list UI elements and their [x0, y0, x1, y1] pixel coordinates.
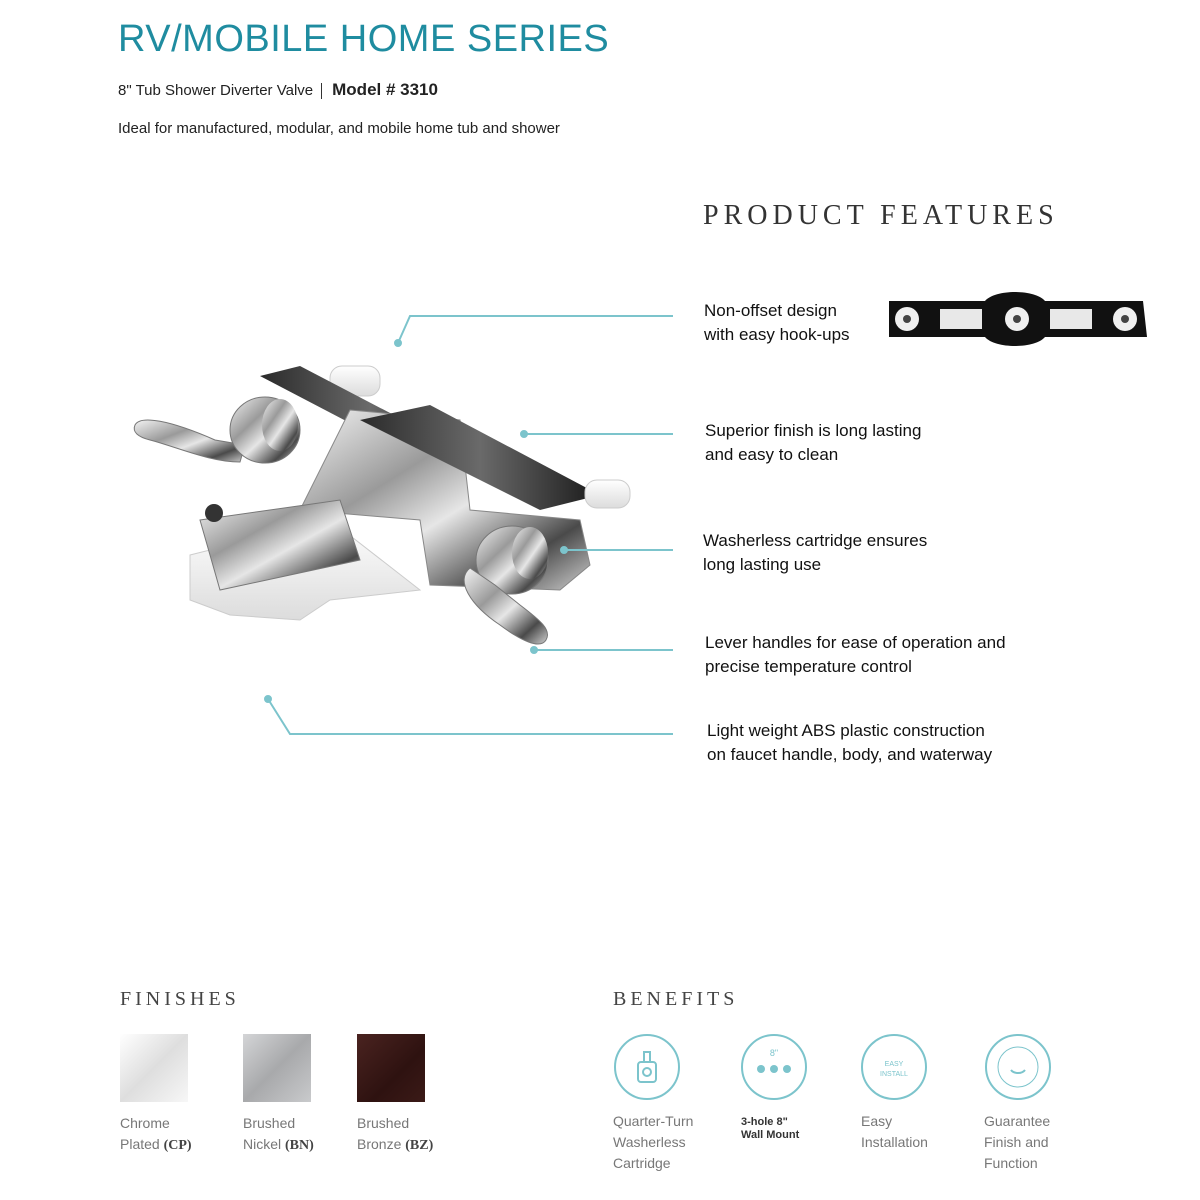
feature-line: Light weight ABS plastic construction [707, 721, 985, 740]
easy-install-icon [861, 1034, 927, 1100]
guarantee-icon [985, 1034, 1051, 1100]
swatch-brushed-nickel [243, 1034, 311, 1102]
feature-line: precise temperature control [705, 657, 912, 676]
features-heading: PRODUCT FEATURES [703, 200, 1059, 231]
benefit-label-guarantee: Guarantee Finish and Function [984, 1113, 1051, 1171]
model-number: Model # 3310 [332, 80, 438, 99]
swatch-chrome [120, 1034, 188, 1102]
svg-text:8": 8" [769, 1048, 779, 1058]
three-hole-icon [741, 1034, 807, 1100]
benefits-heading: BENEFITS [613, 988, 739, 1010]
feature-line: Washerless cartridge ensures [703, 531, 928, 550]
svg-text:EASY: EASY [884, 1061, 904, 1068]
product-tagline: Ideal for manufactured, modular, and mobile home tub and shower [118, 120, 560, 137]
benefit-label-easy-install: Easy Installation [861, 1113, 928, 1150]
page-title: RV/MOBILE HOME SERIES [118, 18, 610, 60]
finish-label-chrome: Chrome Plated (CP) [120, 1115, 192, 1153]
feature-line: Non-offset design [704, 301, 837, 320]
side-pipe [585, 480, 630, 508]
diverter-knob [205, 504, 223, 522]
feature-line: Superior finish is long lasting [705, 421, 922, 440]
feature-line: and easy to clean [705, 445, 839, 464]
feature-line: long lasting use [703, 555, 822, 574]
left-lever [134, 420, 245, 462]
feature-item [705, 419, 921, 467]
feature-line: Lever handles for ease of operation and [705, 633, 1006, 652]
feature-item [703, 529, 927, 577]
finishes-heading: FINISHES [120, 988, 240, 1010]
feature-line: with easy hook-ups [704, 325, 850, 344]
swatch-brushed-bronze [357, 1034, 425, 1102]
product-name: 8" Tub Shower Diverter Valve [118, 82, 314, 99]
mounting-plate-image [885, 287, 1150, 352]
feature-line: on faucet handle, body, and waterway [707, 745, 993, 764]
feature-item [705, 631, 1006, 679]
finish-label-brushed-nickel: Brushed Nickel (BN) [243, 1115, 314, 1153]
feature-item [704, 299, 850, 347]
cartridge-icon [614, 1034, 680, 1100]
finish-label-brushed-bronze: Brushed Bronze (BZ) [357, 1115, 434, 1153]
benefit-label-three-hole: 3-hole 8" Wall Mount [741, 1116, 800, 1141]
svg-text:INSTALL: INSTALL [880, 1071, 908, 1078]
feature-item [707, 719, 992, 767]
benefit-label-cartridge: Quarter-Turn Washerless Cartridge [613, 1113, 694, 1171]
